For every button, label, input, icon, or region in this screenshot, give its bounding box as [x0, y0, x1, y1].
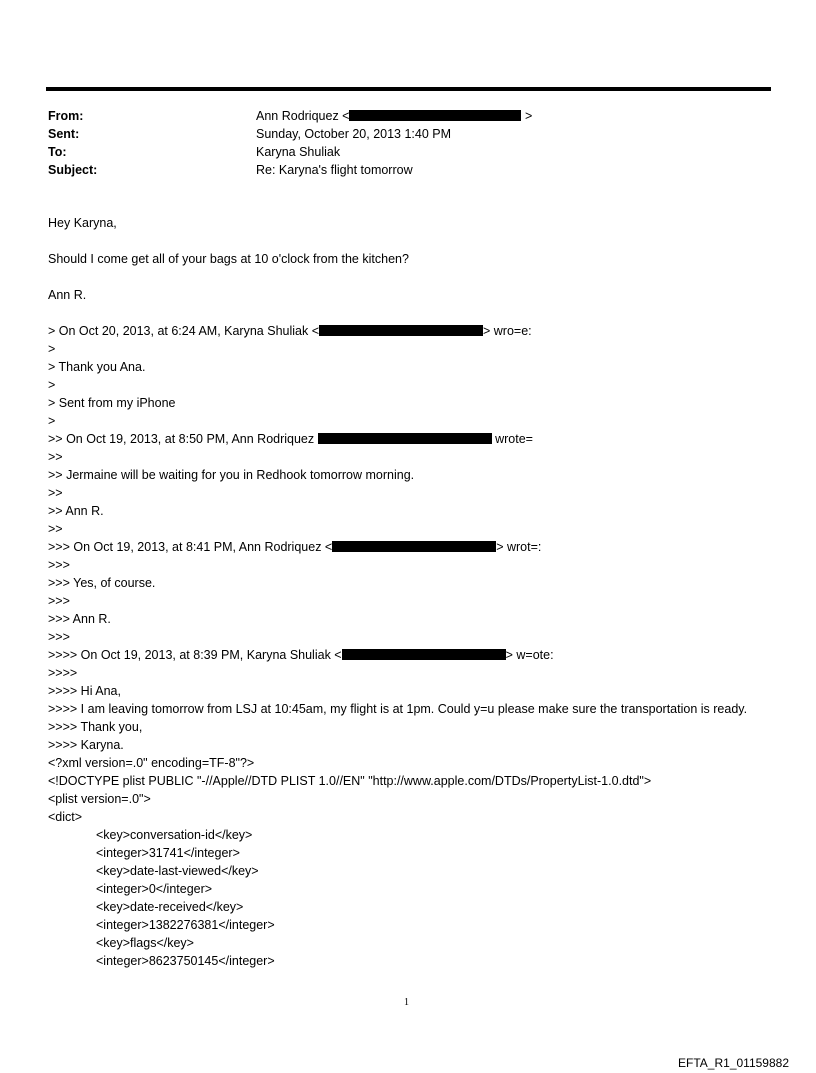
xml-line: <key>date-last-viewed</key>	[96, 864, 259, 878]
quote-1-header: > On Oct 20, 2013, at 6:24 AM, Karyna Shuliak < > wro=e:	[48, 324, 532, 338]
greeting: Hey Karyna,	[48, 216, 117, 230]
xml-line: <key>date-received</key>	[96, 900, 244, 914]
xml-line: <integer>8623750145</integer>	[96, 954, 275, 968]
quote-line: >>	[48, 486, 63, 500]
xml-line: <key>conversation-id</key>	[96, 828, 253, 842]
quote-line: > Sent from my iPhone	[48, 396, 176, 410]
quote-line: >	[48, 414, 56, 428]
quote-line: >>>> Hi Ana,	[48, 684, 121, 698]
sent-label: Sent:	[48, 127, 80, 141]
from-value	[256, 107, 532, 125]
redaction-box	[319, 325, 483, 336]
quote-line: >>> Ann R.	[48, 612, 111, 626]
quote-line: > Thank you Ana.	[48, 360, 146, 374]
quote-line: >>>> Karyna.	[48, 738, 124, 752]
redaction-box	[332, 541, 496, 552]
signoff: Ann R.	[48, 288, 87, 302]
quote-line: >>>> Thank you,	[48, 720, 143, 734]
xml-line: <dict>	[48, 810, 83, 824]
quote-line: >>> Yes, of course.	[48, 576, 156, 590]
redaction-box	[342, 649, 506, 660]
xml-line: <integer>1382276381</integer>	[96, 918, 275, 932]
quote-line: >	[48, 342, 56, 356]
quote-3-header: >>> On Oct 19, 2013, at 8:41 PM, Ann Rodriquez < > wrot=:	[48, 540, 542, 554]
document-id: EFTA_R1_01159882	[678, 1056, 789, 1070]
redaction-box	[349, 110, 521, 121]
xml-line: <?xml version=.0" encoding=TF-8"?>	[48, 756, 255, 770]
sent-value: Sunday, October 20, 2013 1:40 PM	[256, 127, 452, 141]
xml-line: <key>flags</key>	[96, 936, 194, 950]
xml-line: <plist version=.0">	[48, 792, 151, 806]
quote-line: >>>> I am leaving tomorrow from LSJ at 10:45am, my flight is at 1pm. Could y=u please make sure the transportation is ready.	[48, 702, 748, 716]
quote-line: >>>	[48, 630, 70, 644]
subject-label: Subject:	[48, 163, 98, 177]
quote-line: >	[48, 378, 56, 392]
from-end: >	[524, 109, 533, 123]
redaction-box	[318, 433, 492, 444]
question: Should I come get all of your bags at 10 o'clock from the kitchen?	[48, 252, 409, 266]
to-label: To:	[48, 145, 67, 159]
quote-line: >>>	[48, 594, 70, 608]
quote-line: >>	[48, 522, 63, 536]
to-value: Karyna Shuliak	[256, 145, 341, 159]
header-divider	[46, 87, 771, 91]
email-body	[48, 214, 768, 970]
xml-line: <!DOCTYPE plist PUBLIC "-//Apple//DTD PLIST 1.0//EN" "http://www.apple.com/DTDs/PropertyList-1.0.dtd">	[48, 774, 652, 788]
subject-value: Re: Karyna's flight tomorrow	[256, 163, 413, 177]
xml-line: <integer>31741</integer>	[96, 846, 240, 860]
xml-line: <integer>0</integer>	[96, 882, 213, 896]
from-name: Ann Rodriquez <	[256, 109, 350, 123]
quote-line: >>>>	[48, 666, 78, 680]
page-number: 1	[404, 997, 409, 1008]
quote-line: >>>	[48, 558, 70, 572]
quote-4-header: >>>> On Oct 19, 2013, at 8:39 PM, Karyna Shuliak < > w=ote:	[48, 648, 554, 662]
quote-line: >> Ann R.	[48, 504, 104, 518]
quote-line: >>	[48, 450, 63, 464]
quote-line: >> Jermaine will be waiting for you in Redhook tomorrow morning.	[48, 468, 415, 482]
from-label: From:	[48, 109, 84, 123]
quote-2-header: >> On Oct 19, 2013, at 8:50 PM, Ann Rodriquez wrote=	[48, 432, 533, 446]
